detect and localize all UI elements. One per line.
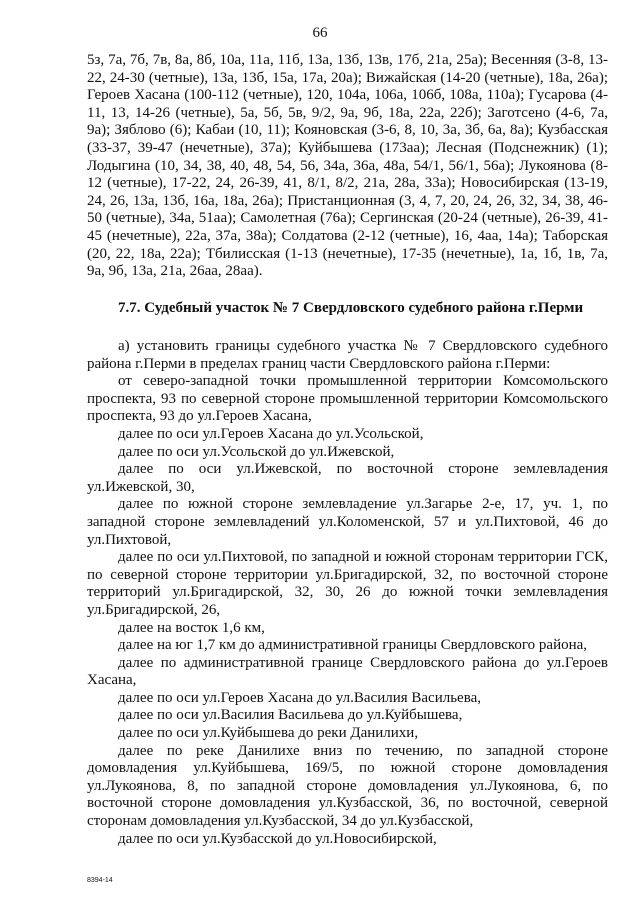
paragraph: далее по реке Данилихе вниз по течению, по западной стороне домовладения ул.Куйбышева, 169/5, по южной стороне домовладения ул.Лукоянова, 8, по западной стороне домовладения ул.Лукоянова, 6, по восточной стороне домовладения ул.Кузбасской, 36, по восточной, северной сторонам домовладения ул.Кузбасской, 34 до ул.Кузбасской, xyxy=(87,742,608,830)
paragraph: от северо-западной точки промышленной территории Комсомольского проспекта, 93 по северной стороне промышленной территории Комсомольского проспекта, 93 до ул.Героев Хасана, xyxy=(87,373,608,425)
paragraph: далее на восток 1,6 км, xyxy=(118,619,265,636)
paragraph: далее по оси ул.Ижевской, по восточной стороне землевладения ул.Ижевской, 30, xyxy=(87,461,608,495)
paragraph: далее по оси ул.Пихтовой, по западной и южной сторонам территории ГСК, по северной стороне территории ул.Бригадирской, 32, по восточной стороне территорий ул.Бригадирской, 32, 30, 26 до южной точки землевладения ул.Бригадирской, 26, xyxy=(87,549,608,618)
section-heading: 7.7. Судебный участок № 7 Свердловского судебного района г.Перми xyxy=(118,300,584,316)
section-body xyxy=(87,338,608,848)
paragraph: далее по южной стороне землевладение ул.Загарье 2-е, 17, уч. 1, по западной стороне землевладений ул.Коломенской, 57 и ул.Пихтовой, 46 до ул.Пихтовой, xyxy=(87,496,608,548)
paragraph: далее по оси ул.Кузбасской до ул.Новосибирской, xyxy=(118,830,437,847)
paragraph: далее по оси ул.Куйбышева до реки Данилихи, xyxy=(118,725,419,742)
paragraph: далее по оси ул.Героев Хасана до ул.Василия Васильева, xyxy=(118,689,482,706)
paragraph: а) установить границы судебного участка № 7 Свердловского судебного района г.Перми в пределах границ части Свердловского района г.Перми: xyxy=(87,338,608,372)
paragraph: далее по оси ул.Героев Хасана до ул.Усольской, xyxy=(118,425,424,442)
paragraph: далее по оси ул.Усольской до ул.Ижевской, xyxy=(118,443,395,460)
intro-paragraph: 5з, 7а, 7б, 7в, 8а, 8б, 10а, 11а, 11б, 13а, 13б, 13в, 17б, 21а, 25а); Весенняя (3-8, 13-22, 24-30 (четные), 13а, 13б, 15а, 17а, 20а); Вижайская (14-20 (четные), 18а, 26а); Героев Хасана (100-112 (четные), 120, 104а, 106а, 106б, 108а, 110а); Гусарова (4-11, 13, 14-26 (четные), 5а, 5б, 5в, 9/2, 9а, 9б, 18а, 22а, 22б); Заготсено (4-6, 7а, 9а); Зяблово (6); Кабаи (10, 11); Кояновская (3-6, 8, 10, 3а, 3б, 6а, 8а); Кузбасская (33-37, 39-47 (нечетные), 37а); Куйбышева (173аа); Лесная (Подснежник) (1); Лодыгина (10, 34, 38, 40, 48, 54, 56, 34а, 36а, 48а, 54/1, 56/1, 56а); Лукоянова (8-12 (четные), 17-22, 24, 26-39, 41, 8/1, 8/2, 21а, 28а, 33а); Новосибирская (13-19, 24, 26, 13а, 13б, 16а, 18а, 26а); Пристанционная (3, 4, 7, 20, 24, 26, 32, 34, 38, 46-50 (четные), 34а, 51аа); Самолетная (76а); Сергинская (20-24 (четные), 26-39, 41-45 (нечетные), 22а, 37а, 38а); Солдатова (2-12 (четные), 16, 4аа, 14а); Таборская (20, 22, 18а, 22а); Тбилисская (1-13 (нечетные), 17-35 (нечетные), 1а, 1б, 1в, 7а, 9а, 9б, 13а, 21а, 26аа, 28аа). xyxy=(87,52,608,280)
footer-code: 8394-14 xyxy=(87,877,113,884)
paragraph: далее по административной границе Свердловского района до ул.Героев Хасана, xyxy=(87,654,608,689)
paragraph: далее по оси ул.Василия Васильева до ул.Куйбышева, xyxy=(118,707,463,724)
page-number: 66 xyxy=(312,25,328,41)
paragraph: далее на юг 1,7 км до административной границы Свердловского района, xyxy=(118,637,588,654)
